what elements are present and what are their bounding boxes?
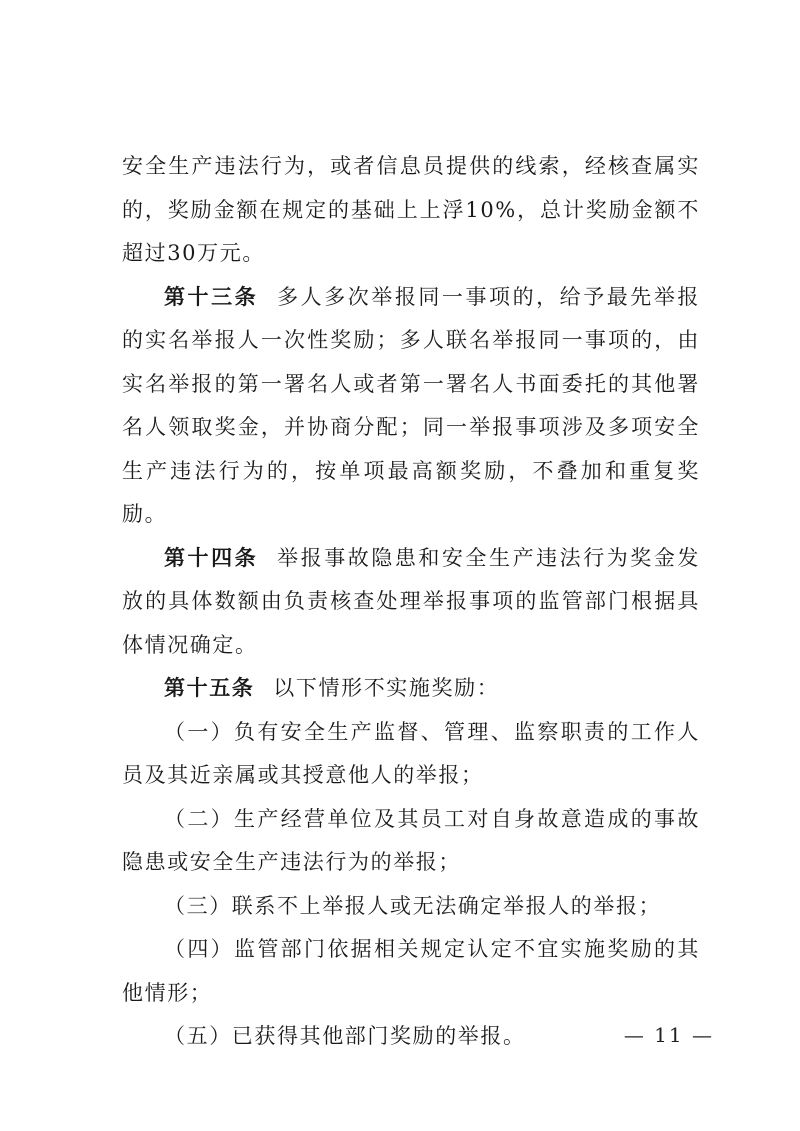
list-item-5-text: （五）已获得其他部门奖励的举报。: [164, 1024, 526, 1048]
article-14-text: 举报事故隐患和安全生产违法行为奖金发放的具体数额由负责核查处理举报事项的监管部门根据具体情况确定。: [122, 545, 700, 657]
document-body: [122, 145, 700, 1059]
list-item-3: [122, 885, 700, 929]
paragraph-continuation: [122, 145, 700, 276]
article-15: [122, 667, 700, 711]
paragraph-text: 安全生产违法行为，或者信息员提供的线索，经核查属实的，奖励金额在规定的基础上上浮10%，总计奖励金额不超过30万元。: [122, 154, 700, 265]
list-item-4-text: （四）监管部门依据相关规定认定不宜实施奖励的其他情形；: [122, 937, 700, 1005]
article-13: [122, 276, 700, 537]
article-14-title: 第十四条: [164, 545, 259, 570]
list-item-5: [122, 1015, 700, 1059]
list-item-1: [122, 711, 700, 798]
list-item-3-text: （三）联系不上举报人或无法确定举报人的举报；: [164, 893, 662, 918]
list-item-4: [122, 928, 700, 1015]
article-15-text: 以下情形不实施奖励：: [273, 676, 500, 700]
list-item-2-text: （二）生产经营单位及其员工对自身故意造成的事故隐患或安全生产违法行为的举报；: [122, 806, 700, 874]
article-15-title: 第十五条: [164, 676, 255, 700]
list-item-1-text: （一）负有安全生产监督、管理、监察职责的工作人员及其近亲属或其授意他人的举报；: [122, 719, 700, 787]
list-item-2: [122, 798, 700, 885]
page-number: — 11 —: [623, 1023, 714, 1047]
article-13-title: 第十三条: [164, 284, 259, 309]
article-14: [122, 537, 700, 668]
article-13-text: 多人多次举报同一事项的，给予最先举报的实名举报人一次性奖励；多人联名举报同一事项的，由实名举报的第一署名人或者第一署名人书面委托的其他署名人领取奖金，并协商分配；同一举报事项涉及多项安全生产违法行为的，按单项最高额奖励，不叠加和重复奖励。: [122, 284, 700, 526]
